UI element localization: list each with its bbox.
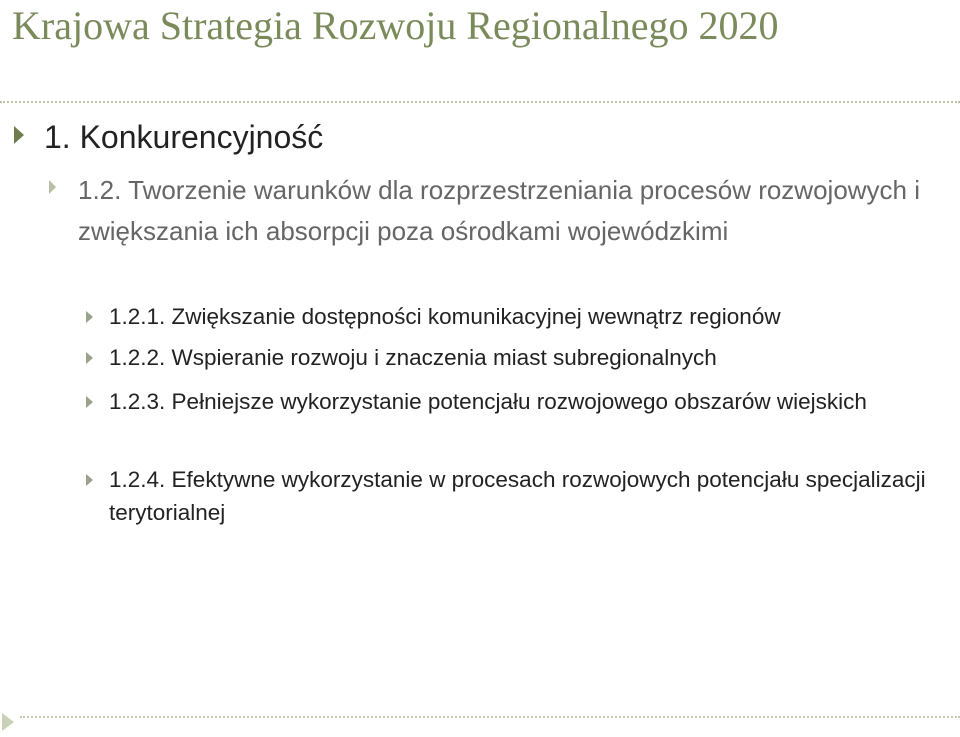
bullet-triangle-icon [86, 311, 93, 323]
slide-title: Krajowa Strategia Rozwoju Regionalnego 2020 [12, 3, 779, 48]
outline-level1-text: 1. Konkurencyjność [44, 119, 324, 155]
outline-item-2: 1.2.2. Wspieranie rozwoju i znaczenia miast subregionalnych [109, 345, 717, 370]
bullet-triangle-icon [86, 396, 93, 408]
bullet-triangle-icon [86, 352, 93, 364]
bullet-triangle-icon [14, 126, 24, 144]
footer-divider [20, 716, 960, 718]
outline-item-1: 1.2.1. Zwiększanie dostępności komunikacyjnej wewnątrz regionów [109, 304, 781, 329]
bullet-triangle-icon [49, 180, 56, 194]
footer-triangle-icon [2, 713, 14, 731]
bullet-triangle-icon [86, 474, 93, 486]
outline-item-4: 1.2.4. Efektywne wykorzystanie w procesach rozwojowych potencjału specjalizacji terytorialnej [109, 467, 926, 525]
outline-level2-text: 1.2. Tworzenie warunków dla rozprzestrzeniania procesów rozwojowych i zwiększania ich absorpcji poza ośrodkami wojewódzkimi [78, 175, 921, 246]
title-divider [0, 101, 960, 103]
outline-item-3: 1.2.3. Pełniejsze wykorzystanie potencjału rozwojowego obszarów wiejskich [109, 389, 867, 414]
